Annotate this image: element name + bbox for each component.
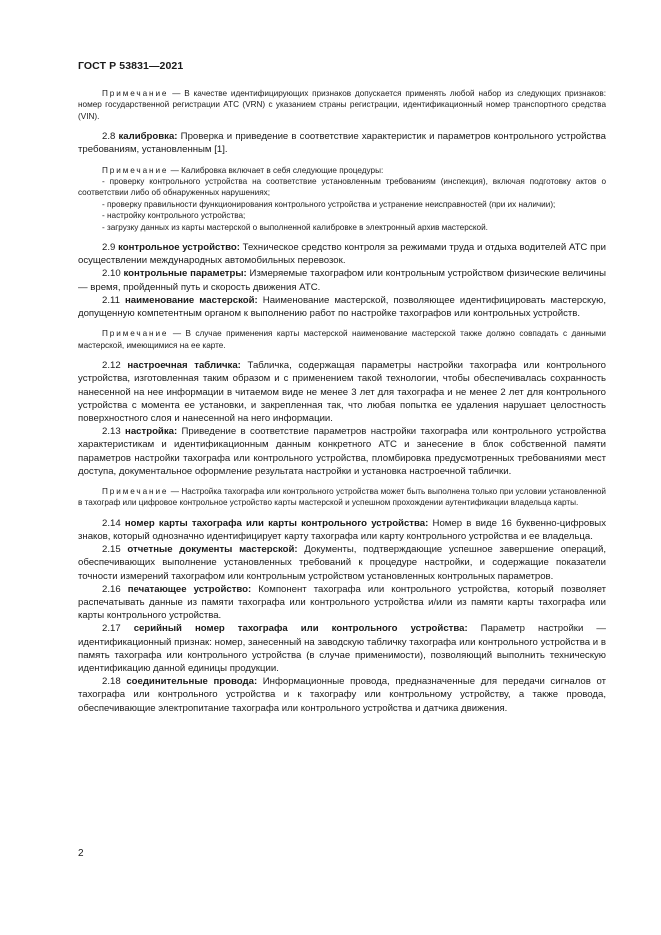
page-number: 2 — [78, 848, 84, 859]
term: соединительные провода: — [126, 676, 258, 688]
note-label: Примечание — [102, 89, 169, 98]
note-text: В случае применения карты мастерской наименование мастерской также должно совпадать с данными мастерской, имеющимися на ее карте. — [78, 329, 606, 350]
note-text: Калибровка включает в себя следующие процедуры: — [181, 165, 384, 175]
definition-2-18: 2.18 соединительные провода: Информационные провода, предназначенные для передачи сигналов от тахографа или контрольного устройства и к тахографу или контрольному устройству, а также провода, обеспечивающие электропитание тахографа или контрольного устройства и датчика движения. — [78, 676, 607, 714]
definition-2-10: 2.10 контрольные параметры: Измеряемые тахографом или контрольным устройством физические величины — время, пройденный путь и скорость движения АТС. — [78, 268, 606, 293]
note-1: Примечание — В качестве идентифицирующих признаков допускается применять любой набор из следующих признаков: номер государственной регистрации АТС (VRN) с указанием страны регистрации, идентификационный номер транспортного средства (VIN). — [78, 89, 606, 121]
term: печатающее устройство: — [127, 583, 252, 595]
note-list-item: - проверку контрольного устройства на соответствие установленным требованиям (инспекция), включая подготовку актов о соответствии либо об обнаруженных нарушениях; — [78, 177, 606, 198]
term: серийный номер тахографа или контрольного устройства: — [133, 623, 468, 635]
document-body — [78, 88, 606, 715]
note-list-item: - загрузку данных из карты мастерской о выполненной калибровке в электронный архив мастерской. — [102, 222, 488, 232]
term: настроечная табличка: — [127, 360, 241, 372]
note-label: Примечание — [102, 329, 169, 339]
term: настройка: — [125, 426, 178, 438]
note-2: Примечание — Калибровка включает в себя следующие процедуры: — [102, 165, 384, 175]
note-text: В качестве идентифицирующих признаков допускается применять любой набор из следующих признаков: номер государственной регистрации АТС (VRN) с указанием страны регистрации, идентификационный номер транспортного средства (VIN). — [78, 89, 606, 121]
definition-2-14: 2.14 номер карты тахографа или карты контрольного устройства: Номер в виде 16 буквенно-цифровых знаков, который однозначно идентифицирует карту тахографа или карту контрольного устройства и ее владельца. — [78, 517, 606, 542]
note-list-item: - проверку правильности функционирования контрольного устройства и устранение неисправностей (при их наличии); — [102, 199, 556, 209]
term: калибровка: — [118, 131, 178, 143]
term: отчетные документы мастерской: — [127, 544, 298, 556]
note-label: Примечание — [102, 165, 169, 175]
definition-2-8: 2.8 калибровка: Проверка и приведение в соответствие характеристик и параметров контрольного устройства требованиям, установленным [1]. — [78, 131, 606, 156]
note-text: Настройка тахографа или контрольного устройства может быть выполнена только при условии установленной в тахограф или цифровое контрольное устройство карты мастерской и успешном прохождении аутентификации владельца карты. — [78, 486, 606, 508]
note-3: Примечание — В случае применения карты мастерской наименование мастерской также должно совпадать с данными мастерской, имеющимися на ее карте. — [78, 329, 606, 350]
definition-2-16: 2.16 печатающее устройство: Компонент тахографа или контрольного устройства, который позволяет распечатывать данные из памяти тахографа или контрольного устройства и/или из памяти карты тахографа или карты контрольного устройства. — [78, 583, 606, 622]
definition-2-13: 2.13 настройка: Приведение в соответствие параметров настройки тахографа или контрольного устройства характеристикам и идентификационным данным конкретного АТС и занесение в блок собственной памяти параметров настройки тахографа или контрольного устройства, пломбировка предусмотренных требованиями мест доступа, документальное оформление результата настройки и установка настроечной таблички. — [78, 426, 606, 477]
note-4: Примечание — Настройка тахографа или контрольного устройства может быть выполнена только при условии установленной в тахограф или цифровое контрольное устройство карты мастерской и успешном прохождении аутентификации владельца карты. — [78, 486, 606, 508]
document-header: ГОСТ Р 53831—2021 — [78, 60, 184, 72]
definition-2-15: 2.15 отчетные документы мастерской: Документы, подтверждающие успешное завершение операций, обеспечивающих выполнение установленных требований к процедуре настройки, и содержащие показатели точности измерений тахографом или контрольным устройством установленных контрольных параметров. — [78, 544, 606, 582]
term: контрольные параметры: — [123, 268, 247, 280]
definition-2-11: 2.11 наименование мастерской: Наименование мастерской, позволяющее идентифицировать мастерскую, допущенную компетентным органом к выполнению работ по настройке тахографов или контрольных устройств. — [78, 294, 606, 320]
term: контрольное устройство: — [118, 242, 240, 254]
term: номер карты тахографа или карты контрольного устройства: — [124, 517, 429, 529]
definition-2-12: 2.12 настроечная табличка: Табличка, содержащая параметры настройки тахографа или контрольного устройства, изготовленная таким образом и с применением такой технологии, чтобы обеспечивалась сохранность нанесенной на нее информации в читаемом виде не менее 3 лет для тахографа и не менее 2 лет для контрольного устройства с момента ее установки, и закрепленная так, что любая попытка ее удаления нарушает целостность поверхностного слоя и нанесенной на него информации. — [78, 360, 607, 424]
note-label: Примечание — [102, 486, 169, 496]
definition-2-9: 2.9 контрольное устройство: Техническое средство контроля за режимами труда и отдыха водителей АТС при осуществлении международных автомобильных перевозок. — [78, 242, 606, 267]
definition-2-17: 2.17 серийный номер тахографа или контрольного устройства: Параметр настройки — идентификационный признак: номер, занесенный на заводскую табличку тахографа или контрольного устройства и в память тахографа или контрольного устройства (в случае применимости), позволяющий выполнить техническую идентификацию данной единицы продукции. — [78, 623, 606, 674]
note-list-item: - настройку контрольного устройства; — [102, 211, 246, 221]
term: наименование мастерской: — [124, 294, 258, 306]
